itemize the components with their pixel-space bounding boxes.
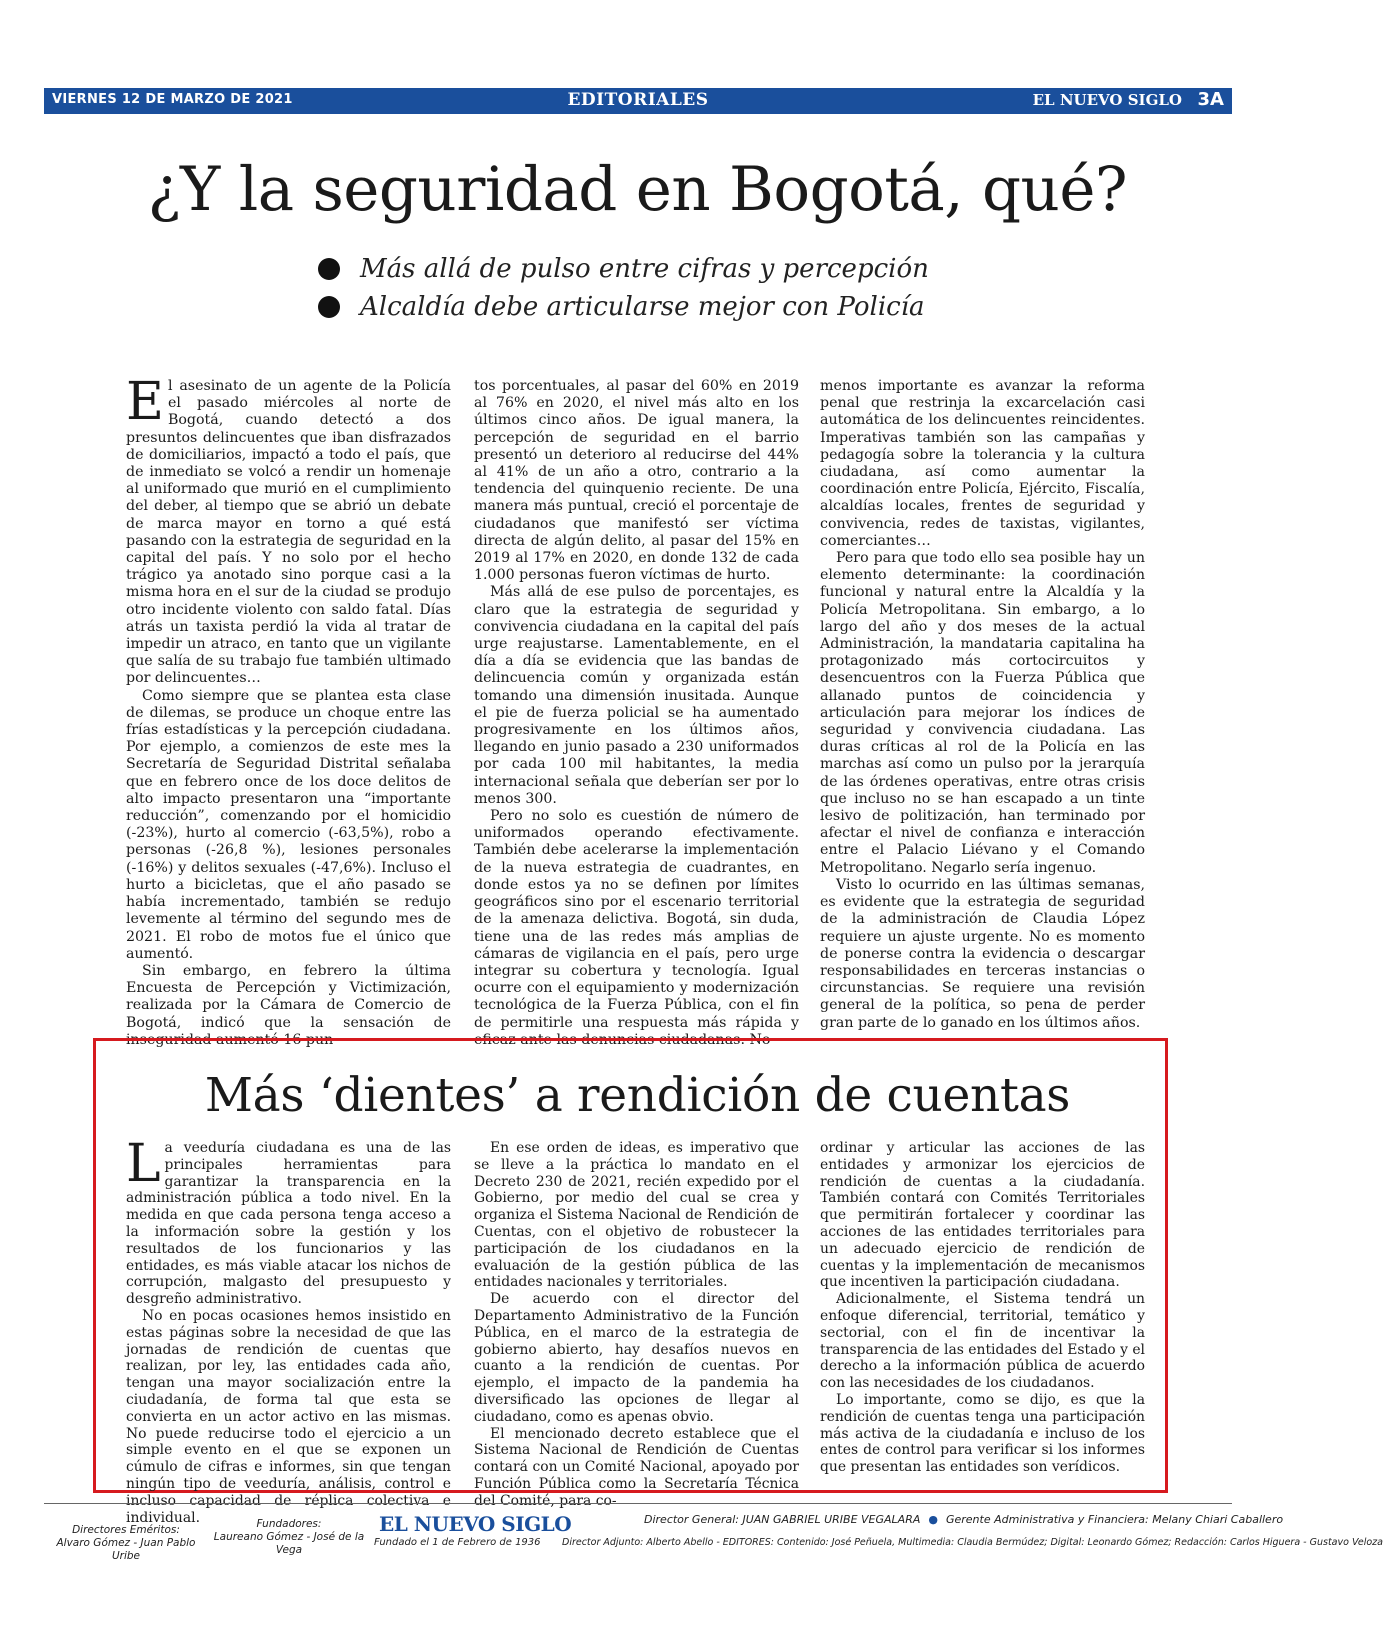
paragraph: Visto lo ocurrido en las últimas semanas, es evidente que la estrategia de seguridad de la administración de Claudia López requiere un ajuste urgente. No es momento de ponerse contra la evidencia o descargar responsabilidades en terceras instancias o circunstancias. Se requiere una revisión general de la política, so pena de perder gran parte de lo ganado en los últimos años. <box>820 876 1145 1031</box>
emeritus-directors <box>46 1524 206 1563</box>
paragraph: Adicionalmente, el Sistema tendrá un enfoque diferencial, territorial, temático y sectorial, con el fin de incentivar la transparencia de las entidades del Estado y el derecho a la información pública de acuerdo con las necesidades de los ciudadanos. <box>820 1291 1145 1392</box>
paragraph: No en pocas ocasiones hemos insistido en estas páginas sobre la necesidad de que las jornadas de rendición de cuentas que realizan, por ley, las entidades cada año, tengan una mayor socialización entre la ciudadanía, de forma tal que esta se convierta en un actor activo en las mismas. No puede reducirse todo el ejercicio a un simple evento en el que se exponen un cúmulo de cifras e informes, sin que tengan ningún tipo de veeduría, análisis, control e incluso capacidad de réplica colectiva e individual. <box>126 1307 451 1526</box>
bullet-icon <box>318 258 340 280</box>
manager: Gerente Administrativa y Financiera: Melany Chiari Caballero <box>945 1513 1284 1526</box>
paragraph: Pero para que todo ello sea posible hay un elemento determinante: la coordinación funcional y natural entre la Alcaldía y la Policía Metropolitana. Sin embargo, a lo largo del año y dos meses de la actual Administración, la mandataria capitalina ha protagonizado más cortocircuitos y desencuentros con la Fuerza Pública que allanado puntos de coincidencia y articulación para mejorar los índices de seguridad y convivencia ciudadana. Las duras críticas al rol de la Policía en las marchas así como un pulso por la jerarquía de las órdenes operativas, entre otras crisis que incluso no se han escapado a un tinte lesivo de politización, han terminado por afectar el nivel de confianza e interacción entre el Palacio Liévano y el Comando Metropolitano. Negarlo sería ingenuo. <box>820 550 1145 876</box>
subhead-item <box>318 288 929 326</box>
paragraph: Lo importante, como se dijo, es que la rendición de cuentas tenga una participación más activa de la ciudadanía e incluso de los entes de control para verificar si los informes que presentan las entidades son verídicos. <box>820 1391 1145 1476</box>
emeritus-names: Alvaro Gómez - Juan Pablo Uribe <box>56 1537 196 1562</box>
subhead-text: Alcaldía debe articularse mejor con Policía <box>360 292 925 322</box>
paragraph: Más allá de ese pulso de porcentajes, es claro que la estrategia de seguridad y convivencia ciudadana en la capital del país urge reajustarse. Lamentablemente, en el día a día se evidencia que las bandas de delincuencia común y organizada están tomando una dimensión inusitada. Aunque el pie de fuerza policial se ha aumentado progresivamente en los últimos años, llegando en junio pasado a 230 uniformados por cada 100 mil habitantes, la media internacional señala que deberían ser por lo menos 300. <box>474 584 799 807</box>
drop-cap: L <box>126 1134 161 1194</box>
paragraph: El mencionado decreto establece que el Sistema Nacional de Rendición de Cuentas contará con un Comité Nacional, apoyado por Función Pública como la Secretaría Técnica del Comité, para co- <box>474 1425 799 1509</box>
paragraph: menos importante es avanzar la reforma penal que restrinja la excarcelación casi automática de los delincuentes reincidentes. Imperativas también son las campañas y pedagogía sobre la tolerancia y la cultura ciudadana, así como aumentar la coordinación entre Policía, Ejército, Fiscalía, alcaldías locales, frentes de seguridad y convivencia, redes de taxistas, vigilantes, comerciantes… <box>820 378 1145 549</box>
founders-names: Laureano Gómez - José de la Vega <box>213 1531 365 1556</box>
founders <box>204 1518 374 1557</box>
director-general: Director General: JUAN GABRIEL URIBE VEGALARA <box>644 1513 921 1526</box>
editorial1-column-3 <box>820 378 1145 1032</box>
emeritus-label: Directores Eméritos: <box>72 1524 180 1536</box>
paragraph: Pero no solo es cuestión de número de uniformados operando efectivamente. También debe acelerarse la implementación de la nueva estrategia de cuadrantes, en donde estos ya no se definen por límites geográficos sino por el escenario territorial de la amenaza delictiva. Bogotá, sin duda, tiene una de las redes más amplias de cámaras de vigilancia en el país, pero urge integrar su cobertura y tecnología. Igual ocurre con el equipamiento y modernización tecnológica de la Fuerza Pública, con el fin de permitirle una respuesta más rápida y eficaz ante las denuncias ciudadanas. No <box>474 808 799 1048</box>
bullet-icon <box>318 296 340 318</box>
page-number: 3A <box>1197 89 1224 110</box>
paragraph <box>126 372 451 688</box>
director-line <box>644 1513 1283 1526</box>
staff-credits: Director Adjunto: Alberto Abello - EDITORES: Contenido: José Peñuela, Multimedia: Claudia Bermúdez; Digital: Leonardo Gómez; Redacción: Carlos Higuera - Gustavo Veloza <box>562 1537 1383 1548</box>
paragraph: Sin embargo, en febrero la última Encuesta de Percepción y Victimización, realizada por la Cámara de Comercio de Bogotá, indicó que la sensación de inseguridad aumentó 16 pun- <box>126 962 451 1048</box>
page-header-bar <box>44 88 1232 114</box>
editorial1-subheads <box>318 250 929 326</box>
paragraph: tos porcentuales, al pasar del 60% en 2019 al 76% en 2020, el nivel más alto en los últimos cinco años. De igual manera, la percepción de seguridad en el barrio presentó un deterioro al reducirse del 44% al 41% de un año a otro, contrario a la tendencia del quinquenio reciente. De una manera más puntual, creció el porcentaje de ciudadanos que manifestó ser víctima directa de algún delito, al pasar del 15% en 2019 al 17% en 2020, en donde 132 de cada 1.000 personas fueron víctimas de hurto. <box>474 378 799 584</box>
masthead-footer <box>44 1503 1383 1624</box>
paragraph-text: a veeduría ciudadana es una de las principales herramientas para garantizar la transparencia en la administración pública a todo nivel. En la medida en que cada persona tenga acceso a la información sobre la gestión y los resultados de los funcionarios y las entidades, es más viable atacar los nichos de corrupción, malgasto del presupuesto y desgreño administrativo. <box>126 1140 451 1308</box>
drop-cap: E <box>126 372 164 432</box>
founders-label: Fundadores: <box>256 1518 322 1530</box>
paragraph: De acuerdo con el director del Departamento Administrativo de la Función Pública, en el marco de la estrategia de gobierno abierto, hay desafíos nuevos en cuanto a la rendición de cuentas. Por ejemplo, el impacto de la pandemia ha diversificado las opciones de llegar al ciudadano, como es apenas obvio. <box>474 1291 799 1425</box>
section-title: EDITORIALES <box>567 90 709 110</box>
paragraph: Como siempre que se plantea esta clase de dilemas, se produce un choque entre las frías estadísticas y la percepción ciudadana. Por ejemplo, a comienzos de este mes la Secretaría de Seguridad Distrital señalaba que en febrero once de los doce delitos de alto impacto presentaron una “importante reducción”, comenzando por el homicidio (-23%), hurto al comercio (-63,5%), robo a personas (-26,8 %), lesiones personales (-16%) y delitos sexuales (-47,6%). Incluso el hurto a bicicletas, que el año pasado se había incrementado, también se redujo levemente al término del segundo mes de 2021. El robo de motos fue el único que aumentó. <box>126 687 451 962</box>
editorial1-column-1 <box>126 372 451 1049</box>
paragraph: ordinar y articular las acciones de las entidades y armonizar los ejercicios de rendición de cuentas a la ciudadanía. También contará con Comités Territoriales que permitirán fortalecer y coordinar las acciones de las entidades territoriales para un adecuado ejercicio de rendición de cuentas y la implementación de mecanismos que incentiven la participación ciudadana. <box>820 1140 1145 1291</box>
editorial2-column-1 <box>126 1134 451 1526</box>
editorial2-title: Más ‘dientes’ a rendición de cuentas <box>204 1068 1071 1123</box>
editorial2-column-2 <box>474 1140 799 1510</box>
editorial1-column-2 <box>474 378 799 1049</box>
issue-date: VIERNES 12 DE MARZO DE 2021 <box>52 92 293 107</box>
paper-name: EL NUEVO SIGLO <box>1032 91 1182 109</box>
editorial2-column-3 <box>820 1140 1145 1476</box>
newspaper-logo: EL NUEVO SIGLO <box>379 1512 572 1536</box>
founded-date: Fundado el 1 de Febrero de 1936 <box>374 1537 541 1548</box>
paragraph-text: l asesinato de un agente de la Policía el pasado miércoles al norte de Bogotá, cuando detectó a dos presuntos delincuentes que iban disfrazados de domiciliarios, impactó a todo el país, que de inmediato se volcó a rendir un homenaje al uniformado que murió en el cumplimiento del deber, al tiempo que se abrió un debate de marca mayor en torno a qué está pasando con la estrategia de seguridad en la capital del país. Y no solo por el hecho trágico ya anotado sino porque casi a la misma hora en el sur de la ciudad se produjo otro incidente violento con saldo fatal. Días atrás un taxista perdió la vida al tratar de impedir un atraco, en tanto que un vigilante que salía de su trabajo fue también ultimado por delincuentes… <box>126 378 451 687</box>
separator-dot: ● <box>928 1513 938 1526</box>
editorial1-title: ¿Y la seguridad en Bogotá, qué? <box>147 154 1128 225</box>
paragraph <box>126 1134 451 1308</box>
paragraph: En ese orden de ideas, es imperativo que se lleve a la práctica lo mandato en el Decreto 230 de 2021, recién expedido por el Gobierno, por medio del cual se crea y organiza el Sistema Nacional de Rendición de Cuentas, con el objetivo de robustecer la participación de los ciudadanos en la evaluación de la gestión pública de las entidades nacionales y territoriales. <box>474 1140 799 1291</box>
subhead-item <box>318 250 929 288</box>
subhead-text: Más allá de pulso entre cifras y percepción <box>360 254 929 284</box>
